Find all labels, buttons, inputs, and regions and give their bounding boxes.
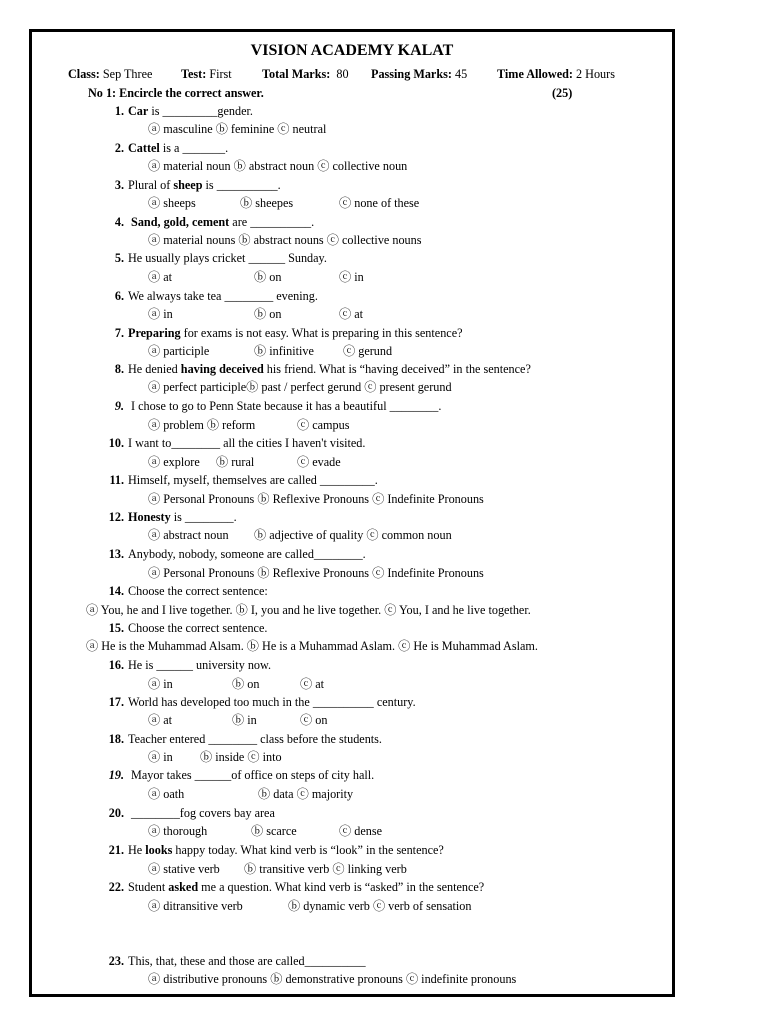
question-number: 7. (114, 326, 124, 340)
answer-options: ⓑ adjective of quality ⓒ common noun (254, 528, 452, 542)
answer-options: ⓑ on (232, 677, 260, 691)
question-text: He usually plays cricket ______ Sunday. (128, 251, 327, 265)
answer-options: ⓐ perfect participleⓑ past / perfect gerund ⓒ present gerund (148, 380, 452, 394)
answer-options: ⓒ dense (339, 824, 382, 838)
question-text: Mayor takes ______of office on steps of city hall. (128, 768, 375, 782)
meta-time-allowed: Time Allowed: 2 Hours (497, 67, 615, 81)
answer-options: ⓒ campus (297, 418, 350, 432)
answer-options: ⓐ distributive pronouns ⓑ demonstrative pronouns ⓒ indefinite pronouns (148, 972, 517, 986)
question-text: Honesty is ________. (128, 510, 237, 524)
question-number: 19. (108, 768, 124, 782)
question-text: ________fog covers bay area (128, 806, 275, 820)
question-text: Cattel is a _______. (128, 141, 229, 155)
answer-options: ⓑ rural (216, 455, 255, 469)
answer-options: ⓐ in (148, 677, 173, 691)
question-text: We always take tea ________ evening. (128, 289, 318, 303)
answer-options: ⓐ in (148, 307, 173, 321)
answer-options: ⓐ material nouns ⓑ abstract nouns ⓒ collective nouns (148, 233, 422, 247)
answer-options: ⓐ ditransitive verb (148, 899, 243, 913)
answer-options: ⓒ gerund (343, 344, 393, 358)
answer-options: ⓑ in (232, 713, 257, 727)
meta-passing-marks: Passing Marks: 45 (371, 67, 468, 81)
question-number: 21. (108, 843, 124, 857)
question-text: I want to________ all the cities I haven't visited. (128, 436, 366, 450)
answer-options: ⓐ oath (148, 787, 185, 801)
answer-options: ⓒ at (300, 677, 325, 691)
question-number: 6. (114, 289, 124, 303)
question-text: He looks happy today. What kind verb is “look” in the sentence? (128, 843, 444, 857)
meta-test: Test: First (181, 67, 232, 81)
question-number: 17. (108, 695, 124, 709)
page-title: VISION ACADEMY KALAT (250, 42, 454, 59)
answer-options: ⓐ participle (148, 344, 210, 358)
answer-options: ⓐ stative verb (148, 862, 220, 876)
question-number: 10. (108, 436, 124, 450)
answer-options: ⓒ none of these (339, 196, 420, 210)
answer-options: ⓑ data ⓒ majority (258, 787, 354, 801)
answer-options: ⓑ on (254, 270, 282, 284)
question-number: 3. (114, 178, 124, 192)
answer-options: ⓑ inside ⓒ into (200, 750, 282, 764)
question-text: He denied having deceived his friend. What is “having deceived” in the sentence? (128, 362, 531, 376)
question-number: 13. (108, 547, 124, 561)
answer-options: ⓑ sheepes (240, 196, 294, 210)
section-marks: (25) (552, 86, 573, 100)
question-text: I chose to go to Penn State because it has a beautiful ________. (128, 399, 442, 413)
question-number: 4. (114, 215, 124, 229)
answer-options: ⓐ material noun ⓑ abstract noun ⓒ collective noun (148, 159, 408, 173)
question-text: Sand, gold, cement are __________. (131, 215, 315, 229)
answer-options: ⓑ scarce (251, 824, 297, 838)
question-number: 11. (109, 473, 124, 487)
question-number: 22. (108, 880, 124, 894)
answer-options: ⓐ at (148, 270, 173, 284)
question-text: Student asked me a question. What kind verb is “asked” in the sentence? (128, 880, 485, 894)
answer-options: ⓒ in (339, 270, 364, 284)
answer-options: ⓐ sheeps (148, 196, 196, 210)
answer-options: ⓐ explore (148, 455, 200, 469)
answer-options: ⓐ thorough (148, 824, 208, 838)
answer-options: ⓑ transitive verb ⓒ linking verb (244, 862, 407, 876)
question-number: 5. (114, 251, 124, 265)
question-number: 23. (108, 954, 124, 968)
question-number: 15. (108, 621, 124, 635)
answer-options: ⓑ on (254, 307, 282, 321)
question-text: Car is _________gender. (128, 104, 253, 118)
question-number: 18. (108, 732, 124, 746)
question-number: 20. (108, 806, 124, 820)
question-text: This, that, these and those are called__________ (128, 954, 366, 968)
question-text: Choose the correct sentence. (128, 621, 268, 635)
question-text: Anybody, nobody, someone are called________. (128, 547, 366, 561)
question-text: He is ______ university now. (128, 658, 272, 672)
question-number: 9. (114, 399, 124, 413)
answer-options: ⓐ Personal Pronouns ⓑ Reflexive Pronouns ⓒ Indefinite Pronouns (148, 566, 484, 580)
question-number: 2. (114, 141, 124, 155)
answer-options: ⓐ You, he and I live together. ⓑ I, you and he live together. ⓒ You, I and he live together. (86, 603, 531, 617)
question-text: Plural of sheep is __________. (128, 178, 281, 192)
question-text: World has developed too much in the __________ century. (128, 695, 416, 709)
answer-options: ⓐ problem ⓑ reform (148, 418, 256, 432)
section-heading: No 1: Encircle the correct answer. (88, 86, 264, 100)
answer-options: ⓐ masculine ⓑ feminine ⓒ neutral (148, 122, 327, 136)
question-text: Himself, myself, themselves are called _________. (128, 473, 378, 487)
answer-options: ⓐ abstract noun (148, 528, 229, 542)
meta-class: Class: Sep Three (68, 67, 153, 81)
answer-options: ⓐ at (148, 713, 173, 727)
question-number: 16. (108, 658, 124, 672)
question-text: Choose the correct sentence: (128, 584, 268, 598)
answer-options: ⓐ He is the Muhammad Alsam. ⓑ He is a Muhammad Aslam. ⓒ He is Muhammad Aslam. (86, 639, 538, 653)
question-text: Preparing for exams is not easy. What is preparing in this sentence? (128, 326, 463, 340)
answer-options: ⓑ infinitive (254, 344, 314, 358)
answer-options: ⓒ on (300, 713, 328, 727)
answer-options: ⓒ at (339, 307, 364, 321)
meta-total-marks: Total Marks: 80 (262, 67, 349, 81)
answer-options: ⓑ dynamic verb ⓒ verb of sensation (288, 899, 472, 913)
question-number: 12. (108, 510, 124, 524)
question-number: 14. (108, 584, 124, 598)
answer-options: ⓐ in (148, 750, 173, 764)
answer-options: ⓒ evade (297, 455, 341, 469)
answer-options: ⓐ Personal Pronouns ⓑ Reflexive Pronouns ⓒ Indefinite Pronouns (148, 492, 484, 506)
question-text: Teacher entered ________ class before the students. (128, 732, 382, 746)
question-number: 8. (114, 362, 124, 376)
question-number: 1. (114, 104, 124, 118)
